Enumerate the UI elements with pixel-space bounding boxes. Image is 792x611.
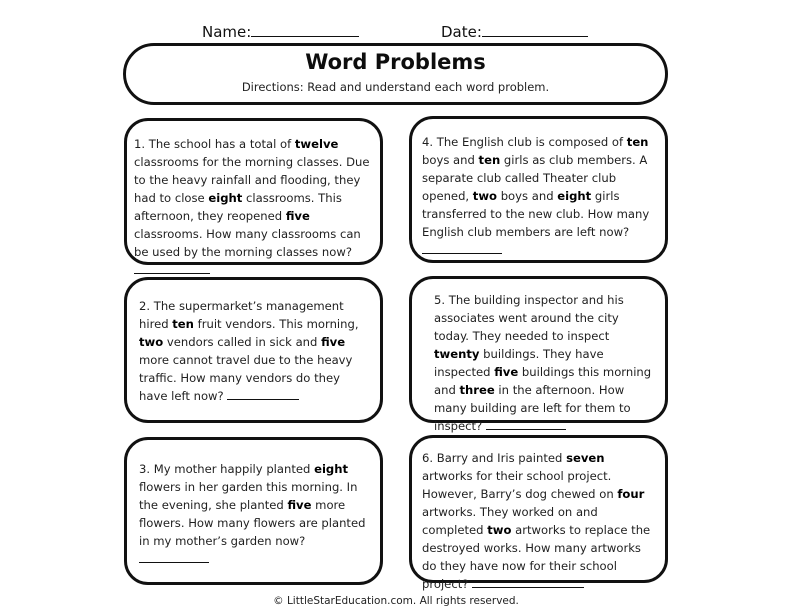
directions-text: Directions: Read and understand each word problem. <box>241 80 550 94</box>
key-number: ten <box>478 153 501 167</box>
problem-text-2: 2. The supermarket’s management hired ten fruit vendors. This morning, two vendors called in sick and five more cannot travel due to the heavy traffic. How many vendors do they have left now? <box>139 299 359 403</box>
problem-number: 1. <box>134 137 146 151</box>
problem-box-2 <box>124 277 383 423</box>
key-number: five <box>321 335 346 349</box>
name-label: Name: <box>202 23 252 41</box>
copyright-footer: © LittleStarEducation.com. All rights reserved. <box>273 595 519 607</box>
date-field[interactable] <box>441 22 588 41</box>
problem-text-1: 1. The school has a total of twelve classrooms for the morning classes. Due to the heavy rainfall and flooding, they had to close eight classrooms. This afternoon, they reopened five classrooms. How many classrooms can be used by the morning classes now? <box>134 135 370 279</box>
key-number: two <box>472 189 498 203</box>
answer-blank[interactable] <box>486 417 566 430</box>
key-number: five <box>287 498 312 512</box>
problem-box-6 <box>409 435 668 591</box>
answer-blank[interactable] <box>472 575 584 588</box>
problem-number: 2. <box>139 299 151 313</box>
key-number: eight <box>557 189 592 203</box>
answer-blank[interactable] <box>134 261 210 274</box>
key-number: eight <box>208 191 243 205</box>
key-number: five <box>285 209 310 223</box>
key-number: ten <box>172 317 194 331</box>
problem-text-5: 5. The building inspector and his associates went around the city today. They needed to inspect twenty buildings. They have inspected five buildings this morning and three in the afternoon. How many building are left for them to inspect? <box>434 293 652 433</box>
problem-box-4 <box>409 116 668 263</box>
header-box <box>123 43 668 105</box>
key-number: two <box>139 335 164 349</box>
problem-box-3 <box>124 437 383 585</box>
problem-number: 5. <box>434 293 446 307</box>
key-number: five <box>494 365 519 379</box>
key-number: ten <box>626 135 649 149</box>
date-blank[interactable] <box>482 22 588 37</box>
name-blank[interactable] <box>251 22 359 37</box>
problem-box-5 <box>409 276 668 433</box>
key-number: three <box>459 383 495 397</box>
key-number: two <box>487 523 512 537</box>
key-number: twenty <box>434 347 480 361</box>
key-number: seven <box>566 451 605 465</box>
answer-blank[interactable] <box>227 387 299 400</box>
name-field[interactable] <box>202 22 359 41</box>
problem-number: 6. <box>422 451 434 465</box>
key-number: twelve <box>294 137 339 151</box>
problem-box-1 <box>124 118 383 265</box>
problem-text-3: 3. My mother happily planted eight flowers in her garden this morning. In the evening, she planted five more flowers. How many flowers are planted in my mother’s garden now? <box>139 460 370 568</box>
page-title: Word Problems <box>305 50 486 74</box>
problem-number: 4. <box>422 135 434 149</box>
answer-blank[interactable] <box>139 550 209 563</box>
answer-blank[interactable] <box>422 241 502 254</box>
key-number: eight <box>314 462 349 476</box>
key-number: four <box>617 487 645 501</box>
problem-number: 3. <box>139 462 151 476</box>
date-label: Date: <box>441 23 482 41</box>
problem-text-4: 4. The English club is composed of ten boys and ten girls as club members. A separate club called Theater club opened, two boys and eight girls transferred to the new club. How many English club members are left now? <box>422 133 657 259</box>
problem-text-6: 6. Barry and Iris painted seven artworks for their school project. However, Barry’s dog chewed on four artworks. They worked on and completed two artworks to replace the destroyed works. How many artworks do they have now for their school project? <box>422 451 651 591</box>
